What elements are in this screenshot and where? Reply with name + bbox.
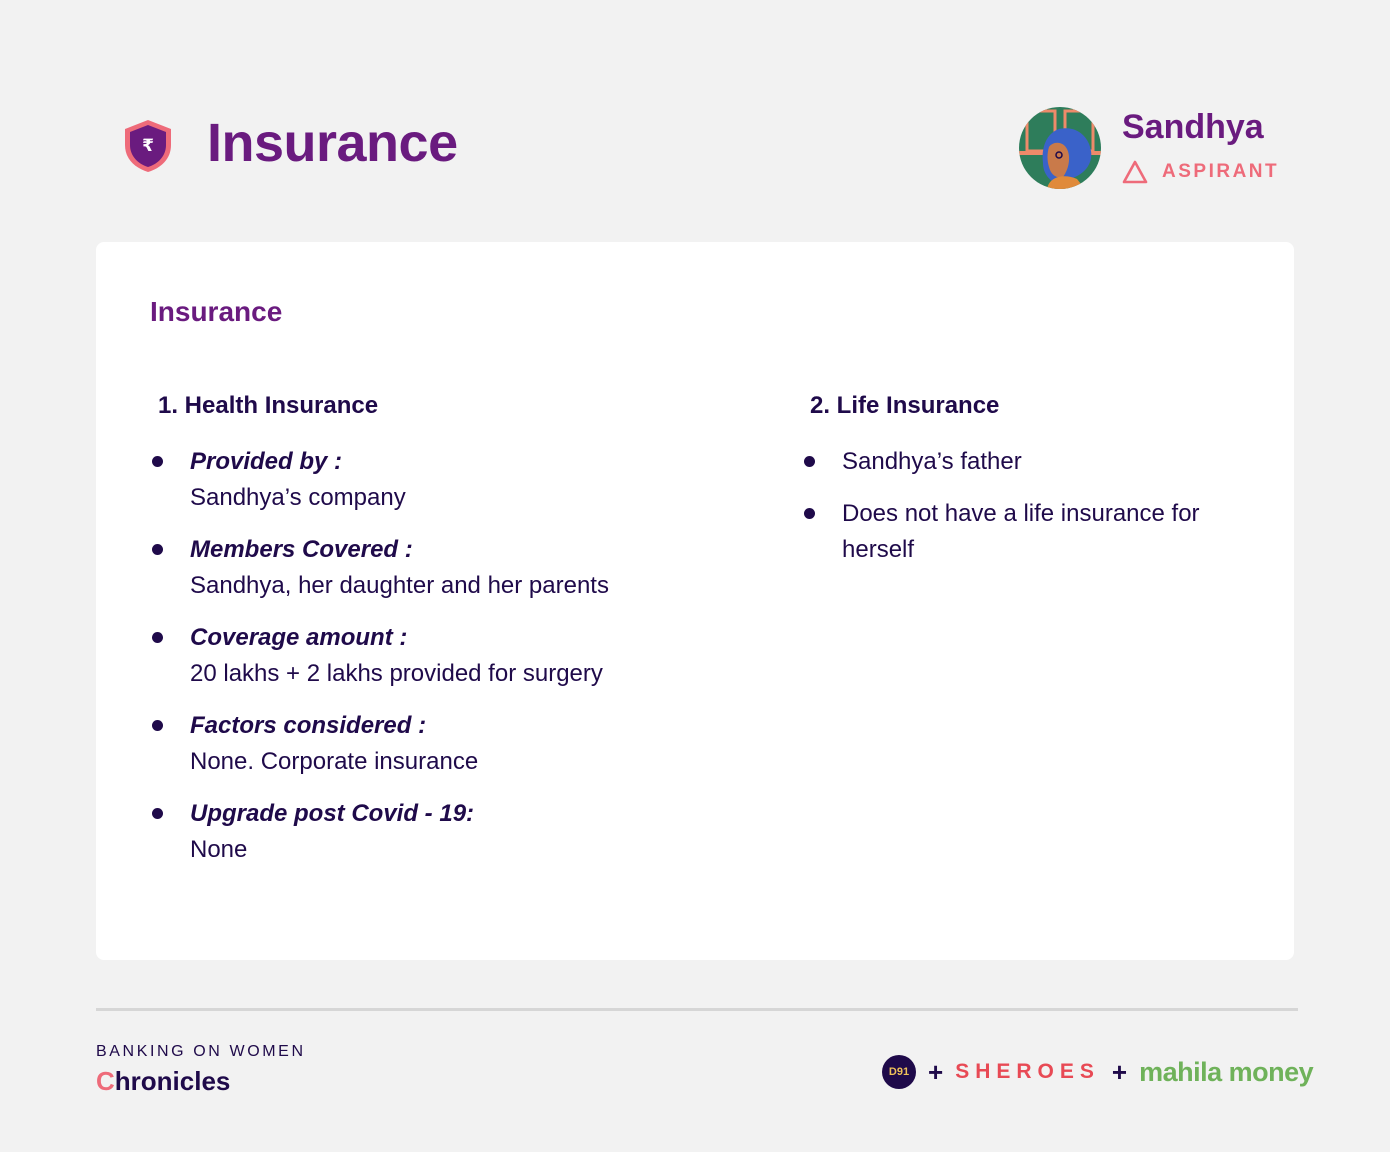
item-label: Factors considered : bbox=[190, 712, 427, 739]
persona-role-label: ASPIRANT bbox=[1162, 161, 1280, 182]
health-insurance-list bbox=[158, 444, 718, 868]
persona-name: Sandhya bbox=[1122, 108, 1264, 146]
shield-rupee-icon bbox=[122, 118, 174, 174]
insurance-card bbox=[96, 242, 1294, 960]
triangle-icon bbox=[1122, 160, 1148, 184]
bullet-icon bbox=[152, 544, 163, 555]
life-insurance-section bbox=[810, 392, 1250, 584]
item-value: 20 lakhs + 2 lakhs provided for surgery bbox=[190, 660, 603, 687]
bullet-icon bbox=[152, 632, 163, 643]
item-value: None bbox=[190, 836, 248, 863]
item-text: Does not have a life insurance for herself bbox=[842, 500, 1200, 563]
list-item bbox=[158, 532, 718, 604]
health-insurance-section bbox=[158, 392, 718, 884]
page-title: Insurance bbox=[207, 113, 458, 173]
plus-separator: + bbox=[928, 1056, 944, 1087]
persona-illustration-icon bbox=[1019, 107, 1101, 189]
card-title: Insurance bbox=[150, 296, 283, 327]
list-item bbox=[158, 796, 718, 868]
item-label: Members Covered : bbox=[190, 536, 413, 563]
bullet-icon bbox=[152, 456, 163, 467]
brand-logo bbox=[96, 1066, 230, 1097]
list-item bbox=[158, 444, 718, 516]
item-label: Coverage amount : bbox=[190, 624, 408, 651]
item-text: Sandhya’s father bbox=[842, 448, 1022, 475]
item-value: None. Corporate insurance bbox=[190, 748, 479, 775]
partner-logos bbox=[882, 1054, 1313, 1090]
brand-logo-initial: C bbox=[96, 1066, 115, 1096]
life-insurance-list bbox=[810, 444, 1250, 568]
brand-tagline: BANKING ON WOMEN bbox=[96, 1043, 306, 1060]
section-heading: 2. Life Insurance bbox=[810, 392, 1000, 419]
d91-logo: D91 bbox=[882, 1055, 916, 1089]
item-label: Upgrade post Covid - 19: bbox=[190, 800, 475, 827]
bullet-icon bbox=[152, 720, 163, 731]
list-item bbox=[810, 444, 1250, 480]
brand-logo-rest: hronicles bbox=[114, 1066, 231, 1096]
bullet-icon bbox=[804, 508, 815, 519]
mahila-money-logo: mahila money bbox=[1139, 1056, 1314, 1087]
header bbox=[0, 0, 1390, 240]
footer-divider bbox=[96, 1008, 1298, 1011]
svg-text:₹: ₹ bbox=[142, 136, 154, 156]
list-item bbox=[158, 708, 718, 780]
item-label: Provided by : bbox=[190, 448, 343, 475]
list-item bbox=[810, 496, 1250, 568]
bullet-icon bbox=[152, 808, 163, 819]
avatar bbox=[1019, 107, 1101, 189]
list-item bbox=[158, 620, 718, 692]
sheroes-logo: SHEROES bbox=[955, 1060, 1100, 1083]
section-heading: 1. Health Insurance bbox=[158, 392, 379, 419]
persona-role bbox=[1122, 160, 1279, 184]
item-value: Sandhya, her daughter and her parents bbox=[190, 572, 609, 599]
bullet-icon bbox=[804, 456, 815, 467]
plus-separator: + bbox=[1111, 1056, 1128, 1087]
item-value: Sandhya’s company bbox=[190, 484, 406, 511]
